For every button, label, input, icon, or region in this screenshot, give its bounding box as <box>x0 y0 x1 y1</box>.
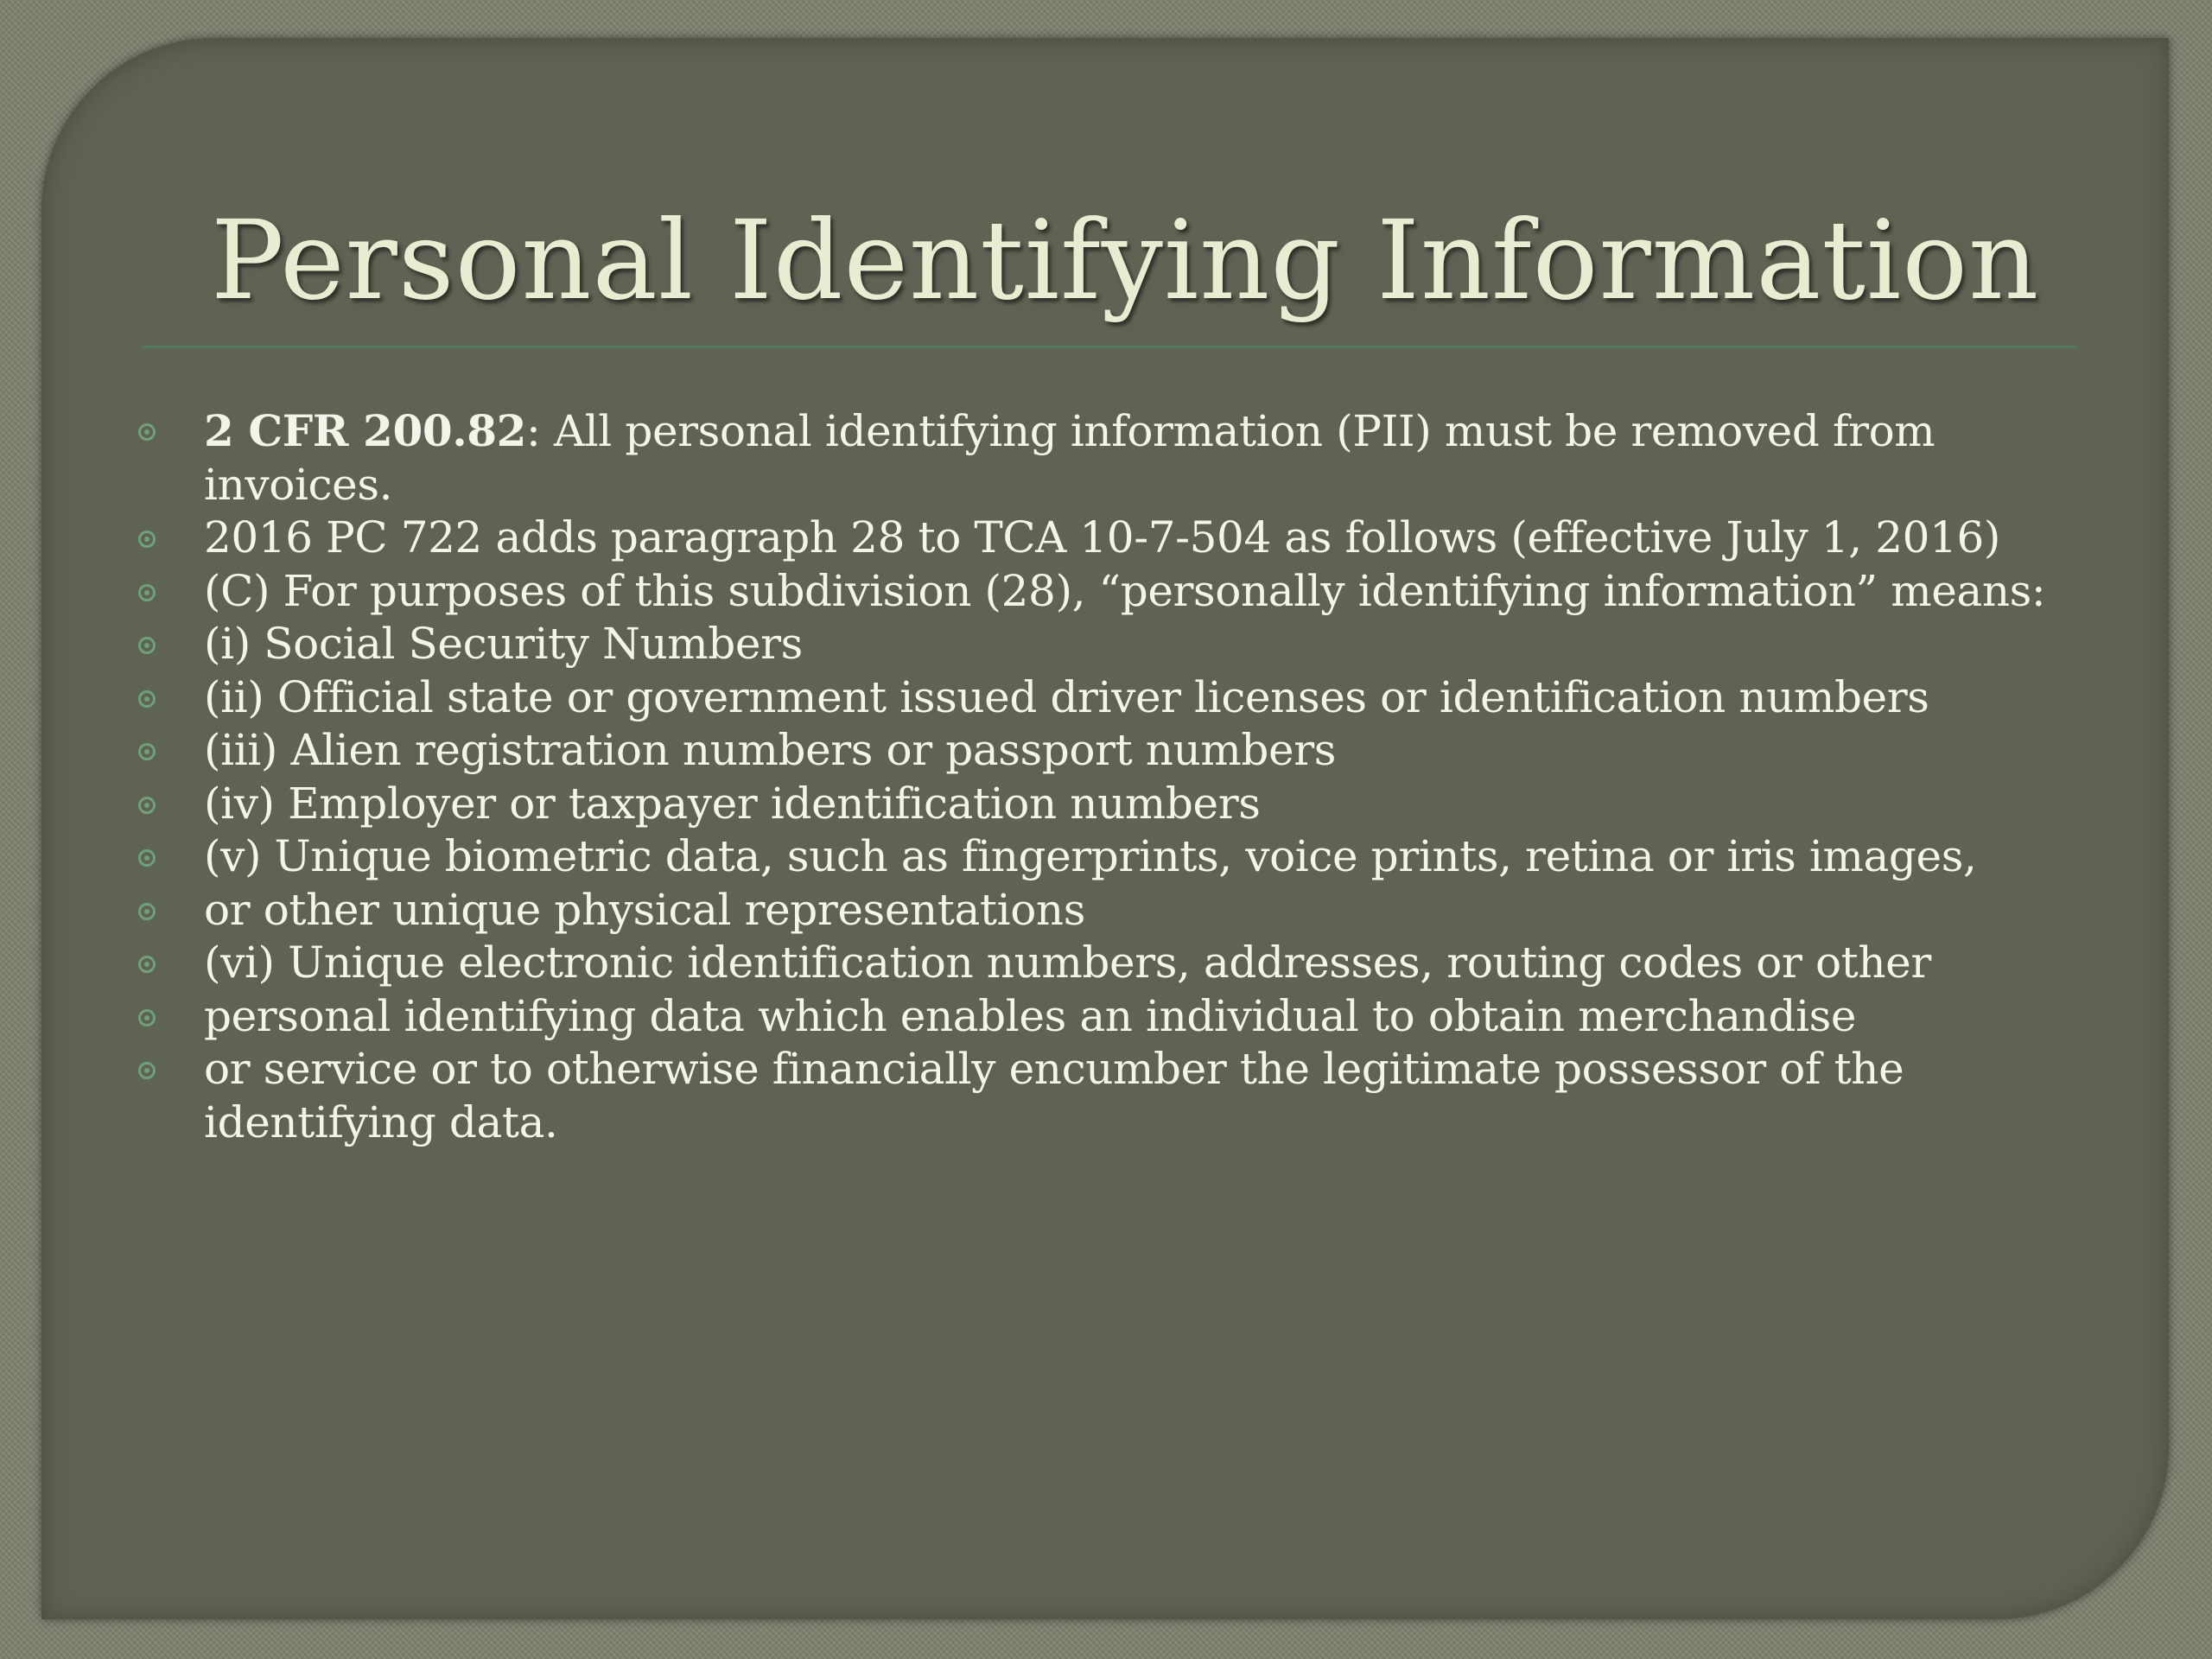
bullet-item <box>130 404 2091 512</box>
bullet-text: 2016 PC 722 adds paragraph 28 to TCA 10-7-504 as follows (effective July 1, 2016) <box>204 512 2001 563</box>
circled-dot-bullet-icon <box>138 956 156 973</box>
bullet-text: (i) Social Security Numbers <box>204 619 803 669</box>
bullet-text: (C) For purposes of this subdivision (28), “personally identifying information” means: <box>204 565 2046 616</box>
bullet-text: (v) Unique biometric data, such as fingerprints, voice prints, retina or iris images, <box>204 831 1977 881</box>
bullet-text: (ii) Official state or government issued driver licenses or identification numbers <box>204 671 1929 722</box>
circled-dot-bullet-icon <box>138 1009 156 1027</box>
circled-dot-bullet-icon <box>138 797 156 814</box>
circled-dot-bullet-icon <box>138 637 156 654</box>
bullet-item <box>130 671 2091 725</box>
bullet-item <box>130 618 2091 671</box>
circled-dot-bullet-icon <box>138 531 156 548</box>
bullet-item <box>130 937 2091 990</box>
circled-dot-bullet-icon <box>138 849 156 867</box>
circled-dot-bullet-icon <box>138 903 156 920</box>
citation-reference: 2 CFR 200.82 <box>204 405 527 456</box>
circled-dot-bullet-icon <box>138 584 156 601</box>
bullet-text: : All personal identifying information (PII) must be removed from invoices. <box>204 406 1936 510</box>
bullet-text: or service or to otherwise financially encumber the legitimate possessor of the identifying data. <box>204 1044 1904 1147</box>
bullet-item <box>130 884 2091 938</box>
bullet-item <box>130 990 2091 1044</box>
bullet-item <box>130 565 2091 619</box>
bullet-text: (iii) Alien registration numbers or passport numbers <box>204 725 1336 775</box>
bullet-item <box>130 830 2091 884</box>
circled-dot-bullet-icon <box>138 690 156 708</box>
bullet-text: or other unique physical representations <box>204 884 1085 935</box>
circled-dot-bullet-icon <box>138 423 156 441</box>
bullet-item <box>130 1043 2091 1149</box>
slide-title: Personal Identifying Information <box>211 197 2040 324</box>
circled-dot-bullet-icon <box>138 743 156 760</box>
bullet-text: personal identifying data which enables an individual to obtain merchandise <box>204 990 1857 1041</box>
bullet-item <box>130 512 2091 565</box>
bullet-list <box>130 404 2091 1149</box>
bullet-item <box>130 724 2091 778</box>
bullet-text: (iv) Employer or taxpayer identification numbers <box>204 778 1261 829</box>
circled-dot-bullet-icon <box>138 1062 156 1079</box>
bullet-text: (vi) Unique electronic identification numbers, addresses, routing codes or other <box>204 938 1931 988</box>
title-divider <box>142 346 2077 348</box>
bullet-item <box>130 778 2091 831</box>
